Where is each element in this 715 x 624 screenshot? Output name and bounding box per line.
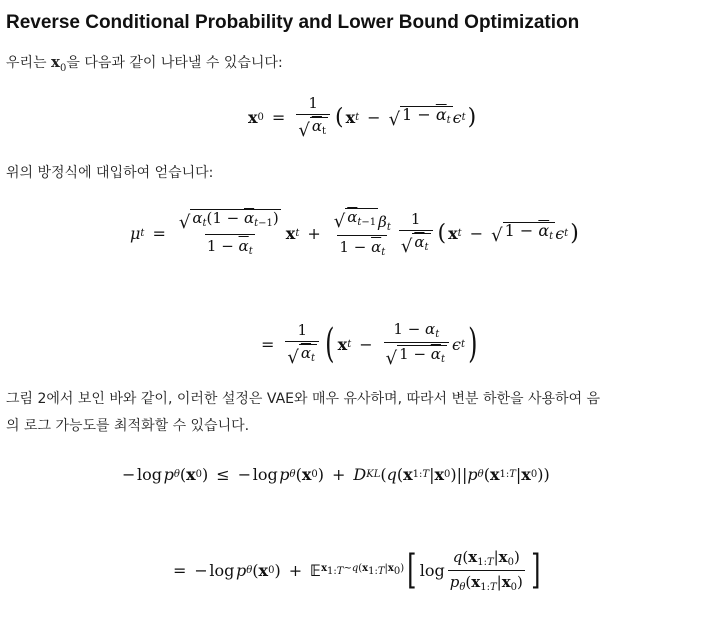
- inline-math-x0: $x_0$: [51, 53, 67, 74]
- paragraph-vae-line2: 의 로그 가능도를 최적화할 수 있습니다.: [6, 418, 250, 434]
- paragraph-intro-before: 우리는: [6, 55, 52, 71]
- paragraph-intro: [6, 49, 283, 82]
- equation-x0: x 0 = 1 √ $\alpha_t$ ( x t − √ $1 - \overline{\alpha}_t$ ϵ t ): [248, 94, 477, 141]
- paragraph-vae-line1: 그림 2에서 보인 바와 같이, 이러한 설정은 VAE와 매우 유사하며, 따라서 변분 하한을 사용하여 음: [6, 391, 601, 407]
- equation-expectation: = − log p θ ( x 0 ) + 𝔼 $x_{1:T}\sim q(x_{1:T}|x_0)$ [ log $\frac{q(x_{1:T}|x_0)}{p_\theta(x_{1:T}|x_0)}$ ]: [173, 547, 541, 593]
- equation-mu-t: μ t = √ $\alpha_t(1 - \overline{\alpha}_{t-1})$ $1 - \overline{\alpha}_t$ x t + √ $\alpha_{t-1}$ $\beta_t$ $1 - \overline{\alpha}_t$ 1 √ $\alpha_t$ ( x t − √ $1 - \overline{\alpha}_t$ ϵ t ): [130, 208, 579, 258]
- section-heading: Reverse Conditional Probability and Lower Bound Optimization: [6, 12, 580, 33]
- paragraph-intro-after: 을 다음과 같이 나타낼 수 있습니다:: [66, 55, 283, 71]
- paragraph-substitute: 위의 방정식에 대입하여 얻습니다:: [6, 165, 214, 181]
- equation-mu-t-simplified: = 1 √ $\alpha_t$ ( x t − $1 - \alpha_t$ √ $1 - \overline{\alpha}_t$ ϵ t ): [261, 320, 478, 369]
- equation-lower-bound: − log p θ ( x 0 ) ≤ − log p θ ( x 0 ) + D KL ( q ( x 1:T | x 0 )|| p θ ( x 1:T | x 0 )): [122, 464, 550, 484]
